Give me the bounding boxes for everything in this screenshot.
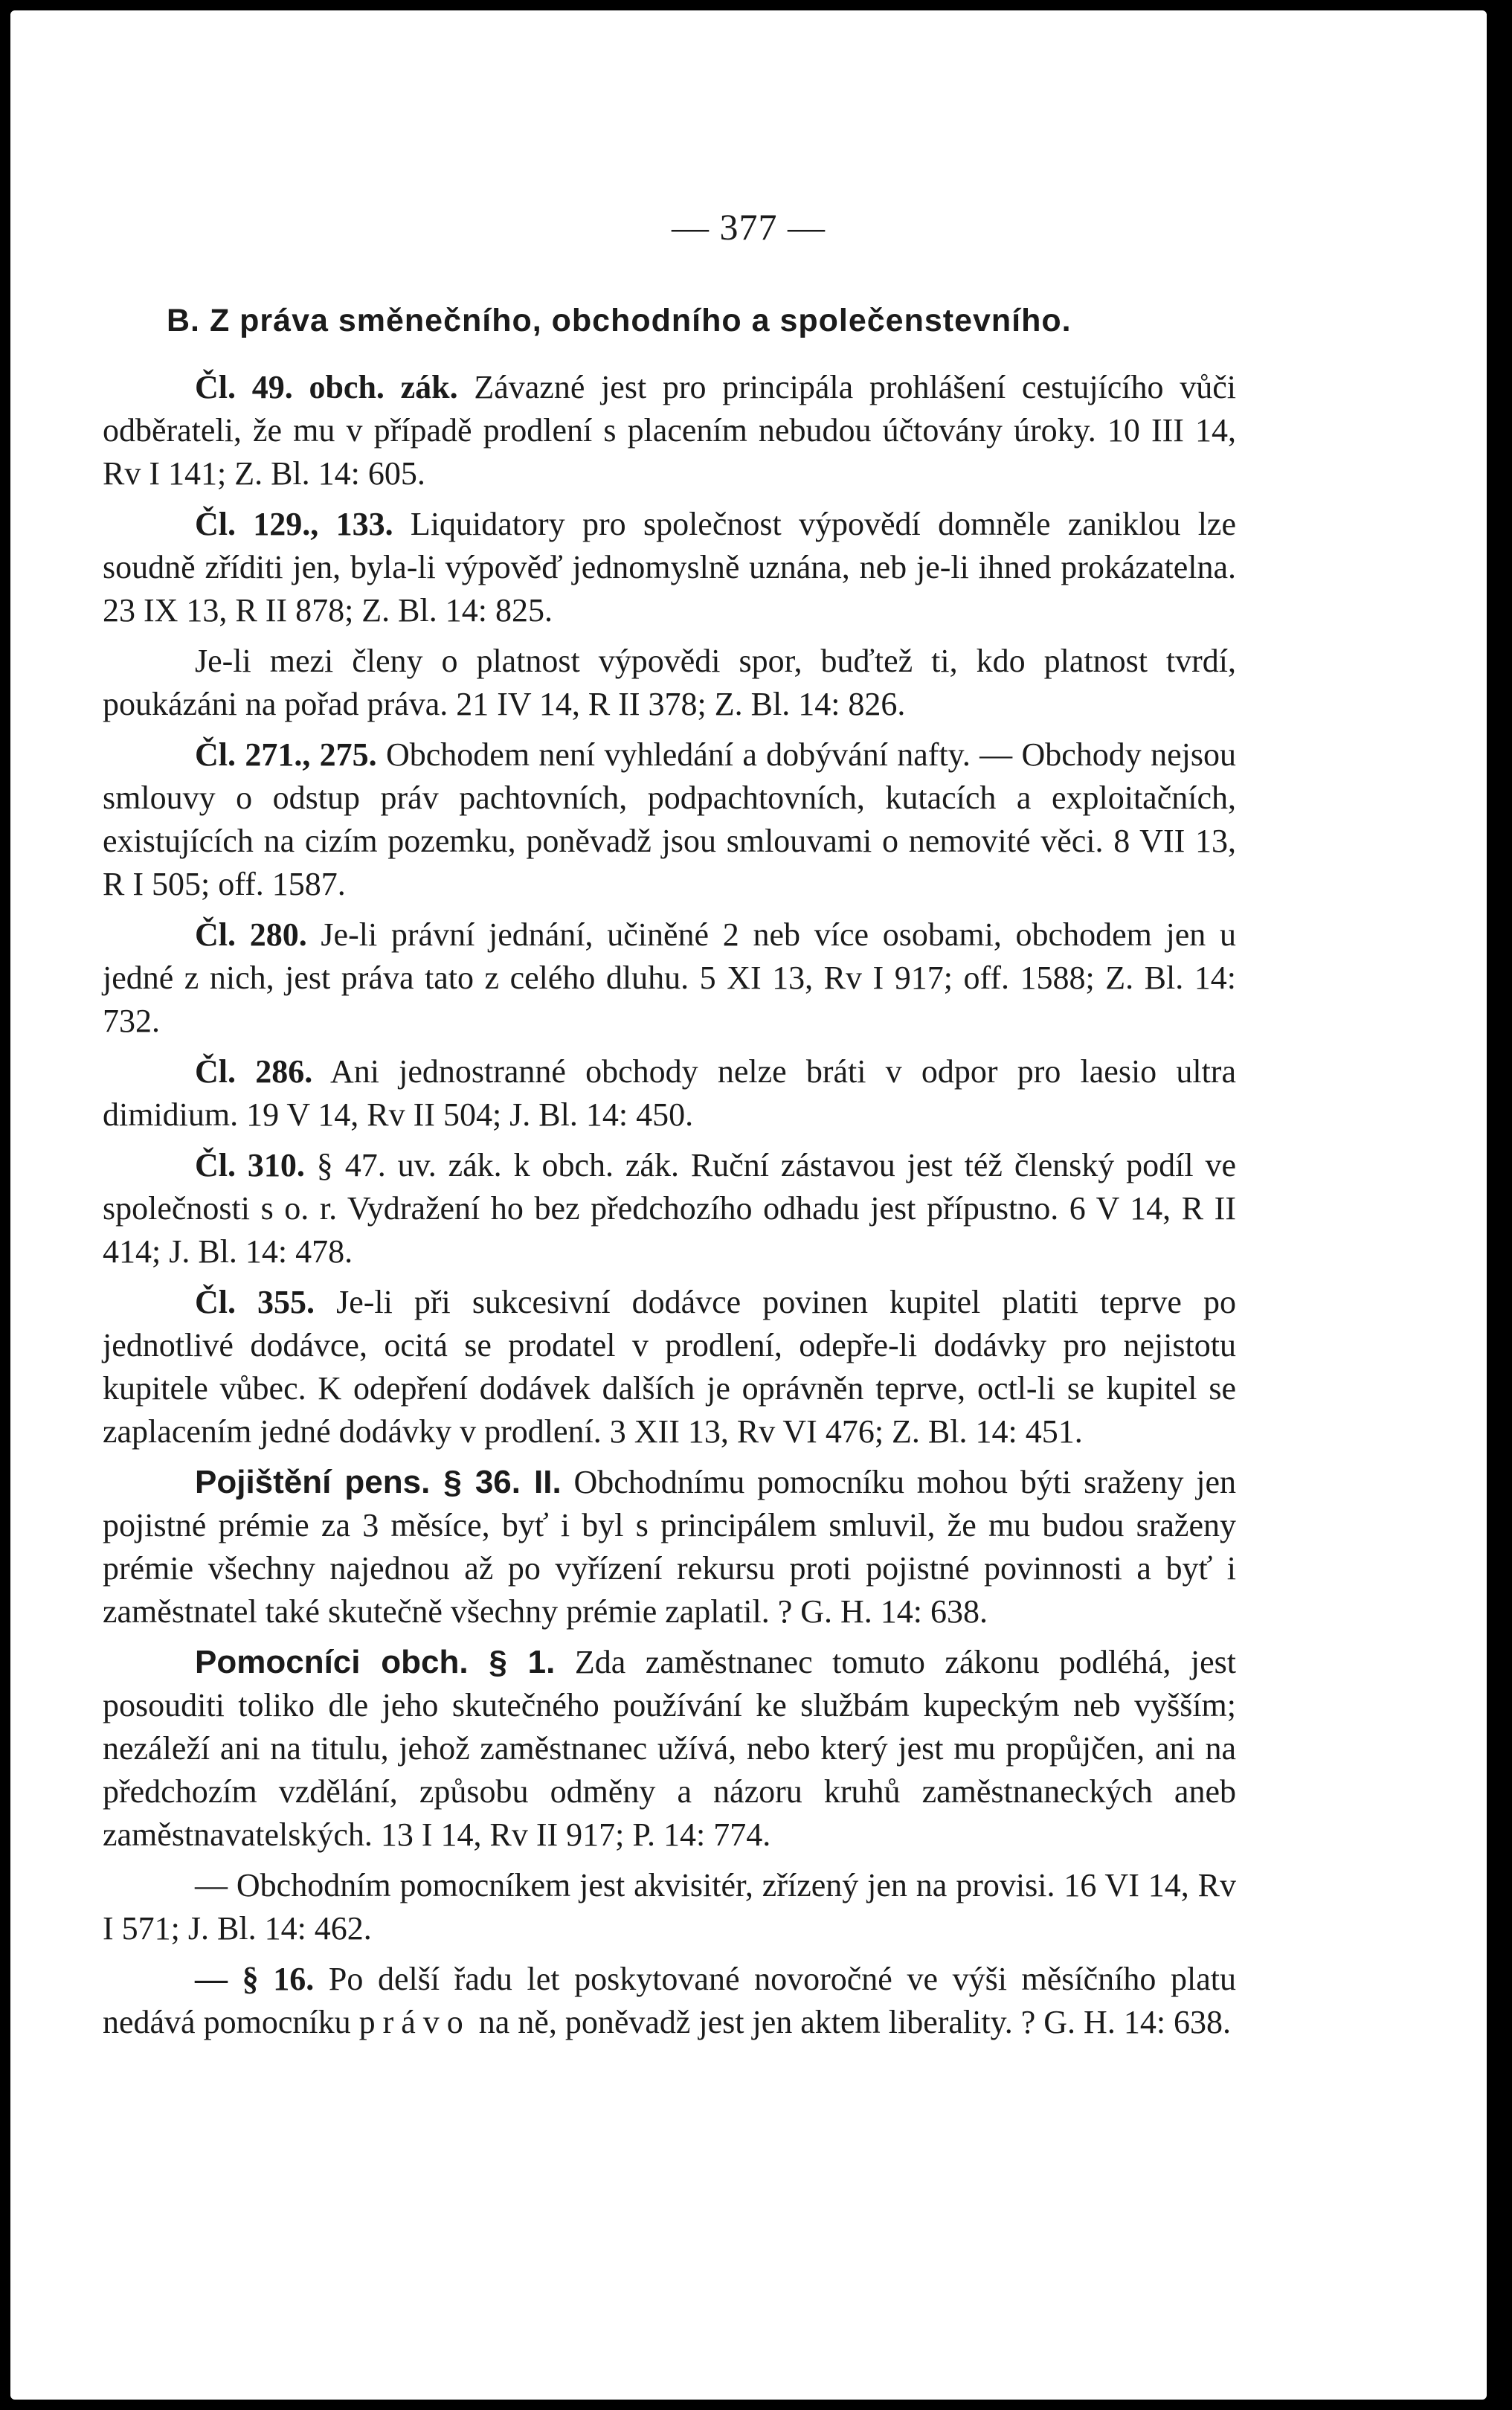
paragraph-text: Liquidatory pro společnost výpovědí domněle zaniklou lze soudně zříditi jen, byla-li výpověď jednomyslně uznána, neb je-li ihned prokázatelna. 23 IX 13, R II 878; Z. Bl. 14: 825. bbox=[103, 506, 1236, 629]
paragraph-lead: Pomocníci obch. § 1. bbox=[195, 1644, 556, 1680]
paragraph-pomocnici-obch bbox=[103, 1641, 1236, 1857]
paragraph-text: Závazné jest pro principála prohlášení cestujícího vůči odběrateli, že mu v případě prodlení s placením nebudou účtovány úroky. 10 III 14, Rv I 141; Z. Bl. 14: 605. bbox=[103, 369, 1236, 492]
paragraph-cl-49 bbox=[103, 366, 1236, 495]
document-body bbox=[103, 366, 1236, 2051]
paragraph-akvisiter bbox=[103, 1864, 1236, 1950]
page bbox=[10, 10, 1487, 2400]
section-heading: B. Z práva směnečního, obchodního a společenstevního. bbox=[167, 303, 1072, 338]
paragraph-cl-129-continued bbox=[103, 640, 1236, 726]
paragraph-text: na ně, poněvadž jest jen aktem liberality. ? G. H. 14: 638. bbox=[470, 2004, 1232, 2040]
paragraph-lead: Čl. 280. bbox=[195, 916, 307, 953]
paragraph-text: Po delší řadu let poskytované novoročné ve výši měsíčního platu nedává pomocníku bbox=[103, 1961, 1237, 2040]
page-number: — 377 — bbox=[672, 206, 826, 248]
paragraph-text: — Obchodním pomocníkem jest akvisitér, zřízený jen na provisi. 16 VI 14, Rv I 571; J. Bl. 14: 462. bbox=[103, 1867, 1236, 1947]
paragraph-cl-355 bbox=[103, 1281, 1236, 1453]
paragraph-cl-310 bbox=[103, 1144, 1236, 1273]
paragraph-text: Je-li právní jednání, učiněné 2 neb více osobami, obchodem jen u jedné z nich, jest práva tato z celého dluhu. 5 XI 13, Rv I 917; off. 1588; Z. Bl. 14: 732. bbox=[103, 916, 1236, 1039]
paragraph-lead: Čl. 129., 133. bbox=[195, 506, 393, 542]
paragraph-text: § 47. uv. zák. k obch. zák. Ruční zástavou jest též členský podíl ve společnosti s o. r. Vydražení ho bez předchozího odhadu jest přípustno. 6 V 14, R II 414; J. Bl. 14: 478. bbox=[103, 1147, 1236, 1270]
paragraph-pojisteni-pens bbox=[103, 1461, 1236, 1633]
paragraph-text: Obchodnímu pomocníku mohou býti sraženy jen pojistné prémie za 3 měsíce, byť i byl s principálem smluvil, že mu budou sraženy prémie všechny najednou až po vyřízení rekursu proti pojistné povinnosti a byť i zaměstnatel také skutečně všechny prémie zaplatil. ? G. H. 14: 638. bbox=[103, 1464, 1236, 1630]
paragraph-text: Obchodem není vyhledání a dobývání nafty. — Obchody nejsou smlouvy o odstup práv pachtovních, podpachtovních, kutacích a exploitačních, existujících na cizím pozemku, poněvadž jsou smlouvami o nemovité věci. 8 VII 13, R I 505; off. 1587. bbox=[103, 736, 1236, 902]
paragraph-text: Je-li mezi členy o platnost výpovědi spor, buďtež ti, kdo platnost tvrdí, poukázáni na pořad práva. 21 IV 14, R II 378; Z. Bl. 14: 826. bbox=[103, 643, 1236, 722]
paragraph-lead: — § 16. bbox=[195, 1961, 315, 1997]
paragraph-text: Zda zaměstnanec tomuto zákonu podléhá, jest posouditi toliko dle jeho skutečného používání ke službám kupeckým neb vyšším; nezáleží ani na titulu, jehož zaměstnanec užívá, nebo který jest mu propůjčen, ani na předchozím vzdělání, způsobu odměny a názoru kruhů zaměstnaneckých aneb zaměstnavatelských. 13 I 14, Rv II 917; P. 14: 774. bbox=[103, 1644, 1236, 1853]
paragraph-lead: Čl. 271., 275. bbox=[195, 736, 377, 773]
paragraph-lead: Čl. 286. bbox=[195, 1053, 313, 1090]
paragraph-cl-271 bbox=[103, 733, 1236, 906]
paragraph-cl-280 bbox=[103, 913, 1236, 1043]
spaced-emphasis: právo bbox=[358, 2004, 471, 2040]
paragraph-lead: Čl. 355. bbox=[195, 1284, 315, 1320]
paragraph-lead: Čl. 310. bbox=[195, 1147, 305, 1183]
paragraph-s16 bbox=[103, 1958, 1236, 2044]
paragraph-text: Je-li při sukcesivní dodávce povinen kupitel platiti teprve po jednotlivé dodávce, ocitá se prodatel v prodlení, odepře-li dodávky pro nejistotu kupitele vůbec. K odepření dodávek dalších je oprávněn teprve, octl-li se kupitel se zaplacením jedné dodávky v prodlení. 3 XII 13, Rv VI 476; Z. Bl. 14: 451. bbox=[103, 1284, 1236, 1450]
paragraph-text: Ani jednostranné obchody nelze bráti v odpor pro laesio ultra dimidium. 19 V 14, Rv II 504; J. Bl. 14: 450. bbox=[103, 1053, 1236, 1133]
paragraph-cl-286 bbox=[103, 1050, 1236, 1137]
paragraph-cl-129 bbox=[103, 503, 1236, 632]
paragraph-lead: Čl. 49. obch. zák. bbox=[195, 369, 458, 405]
paragraph-lead: Pojištění pens. § 36. II. bbox=[195, 1464, 562, 1500]
